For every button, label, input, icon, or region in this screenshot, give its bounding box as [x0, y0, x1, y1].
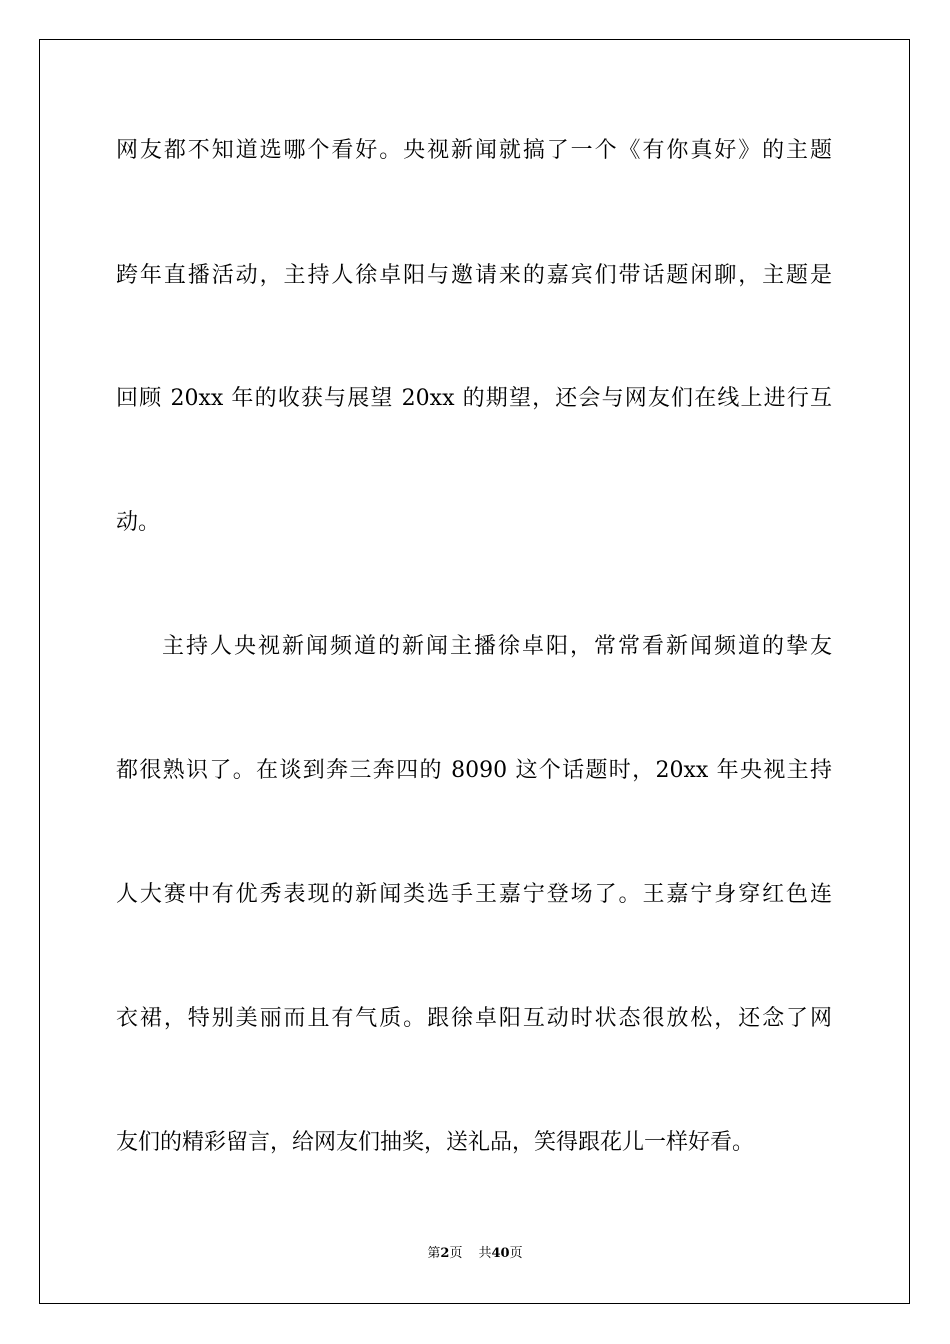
page-prefix: 第 — [427, 1246, 441, 1261]
paragraph-line-7: 人大赛中有优秀表现的新闻类选手王嘉宁登场了。王嘉宁身穿红色连 — [116, 882, 832, 907]
page-suffix: 页 — [449, 1246, 463, 1261]
page-border — [39, 39, 910, 1304]
paragraph-line-1: 网友都不知道选哪个看好。央视新闻就搞了一个《有你真好》的主题 — [116, 138, 832, 163]
page-footer — [0, 1245, 950, 1263]
paragraph-line-5: 主持人央视新闻频道的新闻主播徐卓阳，常常看新闻频道的挚友 — [162, 634, 832, 659]
paragraph-line-6: 都很熟识了。在谈到奔三奔四的 8090 这个话题时，20xx 年央视主持 — [116, 758, 832, 783]
total-prefix: 共 — [478, 1246, 492, 1261]
page-number: 2 — [440, 1246, 450, 1261]
total-pages: 40 — [491, 1246, 510, 1261]
paragraph-line-4: 动。 — [116, 510, 161, 535]
paragraph-line-9: 友们的精彩留言，给网友们抽奖，送礼品，笑得跟花儿一样好看。 — [116, 1130, 755, 1155]
paragraph-line-3: 回顾 20xx 年的收获与展望 20xx 的期望，还会与网友们在线上进行互 — [116, 386, 832, 411]
paragraph-line-2: 跨年直播活动，主持人徐卓阳与邀请来的嘉宾们带话题闲聊，主题是 — [116, 263, 832, 288]
total-suffix: 页 — [509, 1246, 523, 1261]
paragraph-line-8: 衣裙，特别美丽而且有气质。跟徐卓阳互动时状态很放松，还念了网 — [116, 1006, 832, 1031]
